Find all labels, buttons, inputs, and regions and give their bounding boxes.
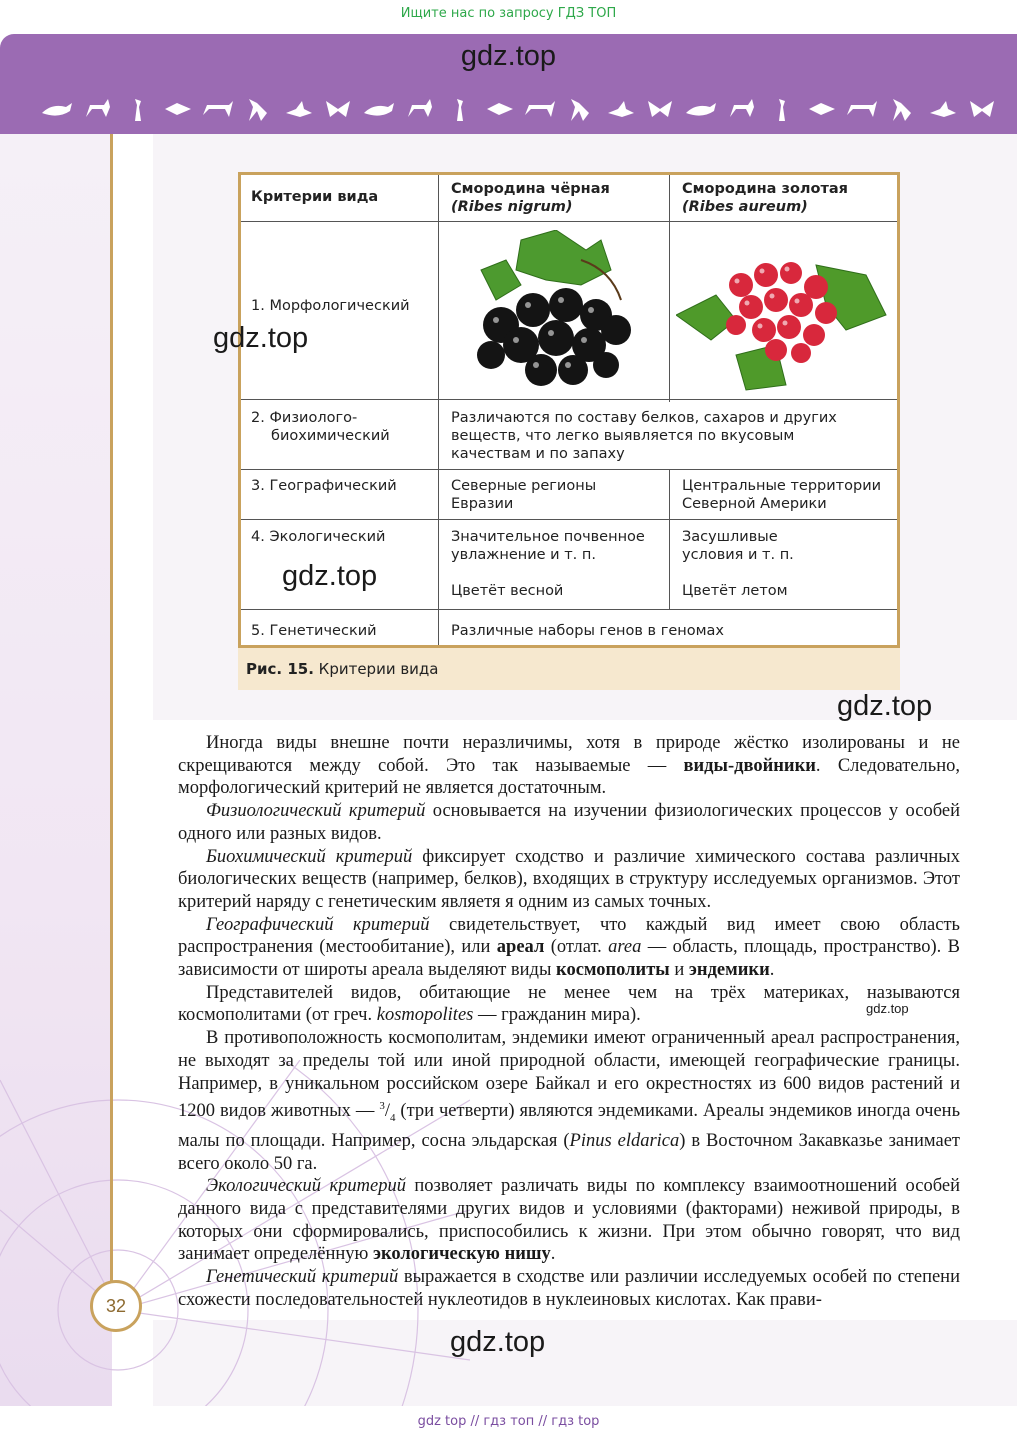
paragraph-4: Географический критерий свидетельствует, что каждый вид имеет свою область распространения (местообитание), или ареал (отлат. area — область, площадь, пространство). В зависимости от широты ареала выделяют виды космополиты и эндемики.	[178, 914, 960, 981]
row4-black-line2: увлажнение и т. п.	[451, 547, 596, 563]
wolf-icon	[201, 97, 235, 123]
bird-icon	[40, 97, 74, 123]
row2-criterion-line1: 2. Физиолого-	[251, 410, 358, 426]
header-black-name: Смородина чёрная	[451, 181, 610, 197]
row4-gold-line1: Засушливые	[682, 529, 778, 545]
row5-criterion: 5. Генетический	[251, 623, 377, 639]
figure-caption	[246, 660, 439, 678]
row4-gold-line2: условия и т. п.	[682, 547, 794, 563]
butterfly-icon	[322, 97, 356, 123]
paragraph-3: Биохимический критерий фиксирует сходство и различие химического состава различных биологических веществ (например, белков), входящих в структуру исследуемых организмов. Этот критерий наряду с генетическим являетя я одним из самых точных.	[178, 846, 960, 912]
paragraph-2: Физиологический критерий основывается на изучении физиологических процессов у особей одного или разных видов.	[178, 801, 960, 844]
paragraph-7: Экологический критерий позволяет различать виды по комплексу взаимоотношений особей данного вида с представителями других видов и условиями (факторами) неживой природы, в которых они сформировались, приспособились к жизни. При этом обычно говорят, что вид занимает определённую экологическую нишу.	[178, 1176, 960, 1265]
paragraph-5: Представителей видов, обитающие не менее чем на трёх материках, называются космополитами (от греч. kosmopolites — гражданин мира).	[178, 982, 960, 1026]
heron-icon	[604, 97, 638, 123]
golden-currant-image	[676, 245, 896, 395]
rabbit-icon	[765, 97, 799, 123]
header-black-latin: (Ribes nigrum)	[451, 199, 573, 215]
wolf-icon	[684, 97, 718, 123]
scorpion-icon	[885, 97, 919, 123]
horse-icon	[443, 97, 477, 123]
paragraph-1: Иногда виды внешне почти неразличимы, хотя в природе жёстко изолированы и не скрещиваются между собой. Это так называемые — виды-двойники. Следовательно, морфологический критерий не является достаточным.	[178, 733, 960, 799]
horse-icon	[926, 97, 960, 123]
bird-icon	[523, 97, 557, 123]
top-note: Ищите нас по запросу ГДЗ ТОП	[400, 6, 617, 21]
bison-icon	[845, 97, 879, 123]
watermark-table-left: gdz.top	[213, 322, 309, 354]
butterfly-icon	[805, 97, 839, 123]
kangaroo-icon	[724, 97, 758, 123]
watermark-banner: gdz.top	[460, 40, 557, 72]
row3-gold-line2: Северной Америки	[682, 496, 827, 512]
swallow-icon	[966, 97, 1000, 123]
watermark-right: gdz.top	[837, 690, 933, 722]
watermark-small: gdz.top	[866, 1001, 909, 1016]
row3-criterion: 3. Географический	[251, 478, 397, 494]
deer-icon	[80, 97, 114, 123]
body-text	[178, 732, 960, 1311]
caption-text: Критерии вида	[318, 660, 439, 678]
row4-gold-line3: Цветёт летом	[682, 583, 788, 599]
watermark-table-mid: gdz.top	[282, 560, 378, 592]
row4-criterion: 4. Экологический	[251, 529, 386, 545]
animal-silhouette-row	[40, 92, 1000, 128]
insect-icon	[644, 97, 678, 123]
rabbit-icon	[282, 97, 316, 123]
black-currant-image	[461, 230, 651, 395]
insect-icon	[161, 97, 195, 123]
row3-black-line2: Евразии	[451, 496, 514, 512]
row2-merged-line1: Различаются по составу белков, сахаров и других	[451, 410, 837, 426]
page-number: 32	[90, 1280, 142, 1332]
row3-black-line1: Северные регионы	[451, 478, 597, 494]
kangaroo-icon	[241, 97, 275, 123]
heron-icon	[121, 97, 155, 123]
scorpion-icon	[402, 97, 436, 123]
bison-icon	[362, 97, 396, 123]
header-criteria: Критерии вида	[251, 189, 379, 205]
row3-gold-line1: Центральные территории	[682, 478, 882, 494]
watermark-bottom: gdz.top	[450, 1326, 546, 1358]
row4-black-line1: Значительное почвенное	[451, 529, 645, 545]
row1-criterion: 1. Морфологический	[251, 298, 410, 314]
paragraph-8: Генетический критерий выражается в сходстве или различии исследуемых особей по степени схожести последовательностей нуклеотидов в нуклеиновых кислотах. Как прави-	[178, 1267, 960, 1310]
row5-merged: Различные наборы генов в геномах	[451, 623, 724, 639]
paragraph-6: В противоположность космополитам, эндемики имеют ограниченный ареал распространения, не выходят за пределы той или иной природной области, имеющей географические границы. Например, в уникальном российском озере Байкал и его окрестностях из 600 видов растений и 1200 видов животных — $^3/_4$ (три четверти) являются эндемиками. Ареалы эндемиков иногда очень малы по площади. Например, сосна эльдарская (Pinus eldarica) в Восточном Закавказье занимает всего около 50 га.	[178, 1028, 961, 1174]
row4-black-line3: Цветёт весной	[451, 583, 564, 599]
caption-label: Рис. 15.	[246, 660, 314, 678]
swallow-icon	[483, 97, 517, 123]
header-gold-latin: (Ribes aureum)	[682, 199, 808, 215]
header-gold-name: Смородина золотая	[682, 181, 848, 197]
row2-criterion-line2: биохимический	[271, 428, 390, 444]
footer-links[interactable]: gdz top // гдз топ // гдз top	[417, 1414, 600, 1429]
row2-merged-line2: веществ, что легко выявляется по вкусовым	[451, 428, 795, 444]
left-vertical-line	[110, 134, 113, 1284]
deer-icon	[563, 97, 597, 123]
row2-merged-line3: качествам и по запаху	[451, 446, 625, 462]
